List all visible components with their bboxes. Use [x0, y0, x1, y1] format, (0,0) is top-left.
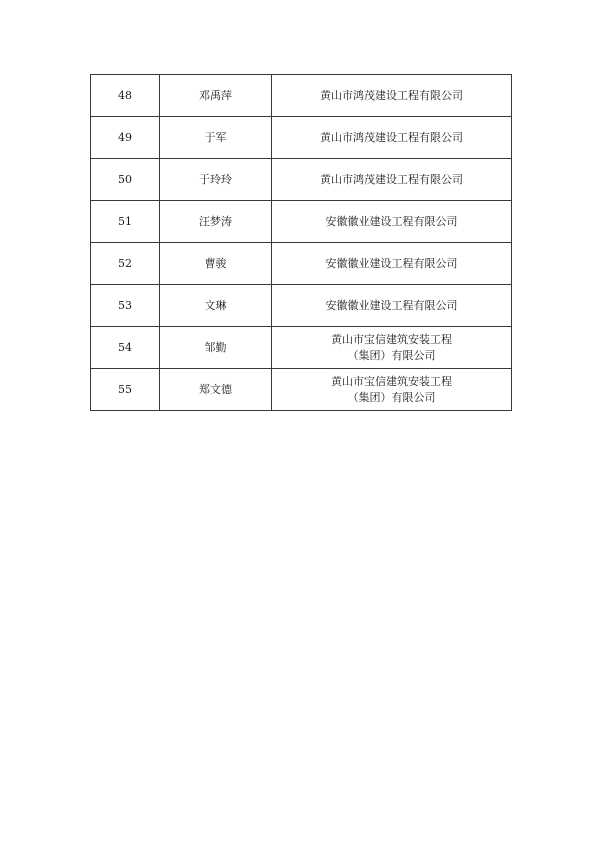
company-name: 黄山市宝信建筑安装工程 （集团）有限公司	[331, 374, 452, 404]
table-row	[91, 159, 512, 201]
company-name: 黄山市鸿茂建设工程有限公司	[320, 172, 463, 186]
roster-table	[90, 74, 512, 411]
company-cell	[272, 327, 512, 369]
row-number-cell: 50	[91, 159, 160, 201]
person-name-cell: 于军	[160, 117, 272, 159]
company-cell	[272, 117, 512, 159]
table-row	[91, 201, 512, 243]
table-row	[91, 243, 512, 285]
table-row	[91, 117, 512, 159]
person-name-cell: 邹勤	[160, 327, 272, 369]
person-name-cell: 邓禹萍	[160, 75, 272, 117]
company-name: 安徽徽业建设工程有限公司	[325, 298, 458, 312]
person-name-cell: 郑文德	[160, 369, 272, 411]
row-number-cell: 55	[91, 369, 160, 411]
company-name: 安徽徽业建设工程有限公司	[325, 214, 458, 228]
table-row	[91, 369, 512, 411]
company-cell	[272, 369, 512, 411]
row-number-cell: 52	[91, 243, 160, 285]
company-name: 黄山市宝信建筑安装工程 （集团）有限公司	[331, 332, 452, 362]
company-name: 黄山市鸿茂建设工程有限公司	[320, 130, 463, 144]
company-cell	[272, 285, 512, 327]
company-cell	[272, 201, 512, 243]
table-row	[91, 75, 512, 117]
table-row	[91, 285, 512, 327]
person-name-cell: 文琳	[160, 285, 272, 327]
company-name: 黄山市鸿茂建设工程有限公司	[320, 88, 463, 102]
company-name: 安徽徽业建设工程有限公司	[325, 256, 458, 270]
table-row	[91, 327, 512, 369]
row-number-cell: 53	[91, 285, 160, 327]
company-cell	[272, 243, 512, 285]
person-name-cell: 汪梦涛	[160, 201, 272, 243]
row-number-cell: 51	[91, 201, 160, 243]
row-number-cell: 49	[91, 117, 160, 159]
company-cell	[272, 75, 512, 117]
person-name-cell: 曹骏	[160, 243, 272, 285]
roster-table-body	[91, 75, 512, 411]
company-cell	[272, 159, 512, 201]
row-number-cell: 48	[91, 75, 160, 117]
person-name-cell: 于玲玲	[160, 159, 272, 201]
row-number-cell: 54	[91, 327, 160, 369]
